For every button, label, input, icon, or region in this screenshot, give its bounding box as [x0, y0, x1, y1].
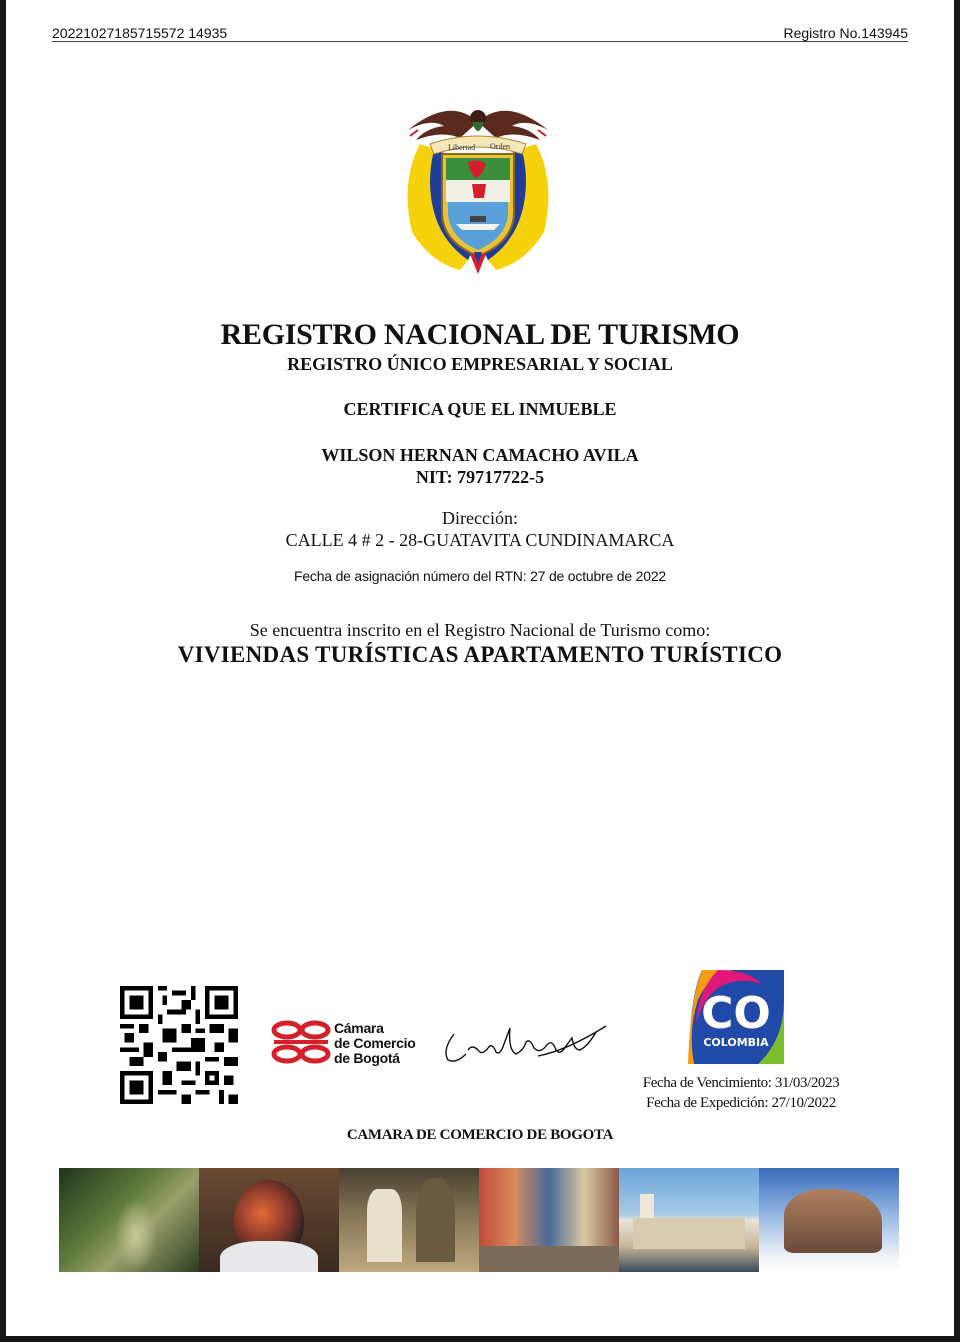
ccb-logo — [270, 1018, 430, 1070]
ccb-line-3: de Bogotá — [334, 1050, 400, 1066]
motto-left: Libertad — [448, 143, 476, 152]
forest-photo — [59, 1168, 199, 1272]
document-subtitle: REGISTRO ÚNICO EMPRESARIAL Y SOCIAL — [287, 354, 673, 374]
photo-strip — [59, 1168, 899, 1272]
dates-block — [616, 1073, 866, 1113]
inscrito-text: Se encuentra inscrito en el Registro Nacional de Turismo como: — [249, 620, 711, 640]
address-value: CALLE 4 # 2 - 28-GUATAVITA CUNDINAMARCA — [285, 530, 675, 550]
document-code: 20221027185715572 14935 — [52, 25, 228, 41]
coat-of-arms-icon — [390, 92, 566, 282]
rock-formation-photo — [759, 1168, 899, 1272]
ccb-emblem-icon — [270, 1018, 332, 1068]
signature-icon — [438, 1020, 608, 1068]
issue-date: Fecha de Expedición: 27/10/2022 — [646, 1095, 836, 1111]
registro-number: Registro No.143945 — [783, 25, 908, 41]
owner-name: WILSON HERNAN CAMACHO AVILA — [321, 445, 639, 465]
qr-code-icon — [120, 986, 238, 1104]
ccb-line-1: Cámara — [334, 1020, 384, 1036]
top-bar — [52, 24, 908, 42]
rtn-assignment-date: Fecha de asignación número del RTN: 27 de octubre de 2022 — [293, 568, 667, 584]
issuing-entity: CAMARA DE COMERCIO DE BOGOTA — [346, 1127, 614, 1143]
ccb-line-2: de Comercio — [334, 1035, 416, 1051]
farmers-photo — [339, 1168, 479, 1272]
certifica-heading: CERTIFICA QUE EL INMUEBLE — [343, 399, 617, 419]
tourism-category: VIVIENDAS TURÍSTICAS APARTAMENTO TURÍSTICO — [177, 642, 783, 667]
colonial-street-photo — [479, 1168, 619, 1272]
certificate-page — [6, 0, 954, 1336]
motto-right: Orden — [490, 142, 510, 151]
colonial-building-photo — [619, 1168, 759, 1272]
owner-nit: NIT: 79717722-5 — [415, 467, 545, 487]
condor-photo — [199, 1168, 339, 1272]
expiry-date: Fecha de Vencimiento: 31/03/2023 — [642, 1075, 840, 1091]
co-word: CO — [701, 988, 771, 1039]
co-colombia-logo-icon — [688, 970, 784, 1064]
address-label: Dirección: — [442, 508, 518, 528]
document-title: REGISTRO NACIONAL DE TURISMO — [220, 318, 740, 351]
colombia-word: COLOMBIA — [703, 1036, 769, 1049]
